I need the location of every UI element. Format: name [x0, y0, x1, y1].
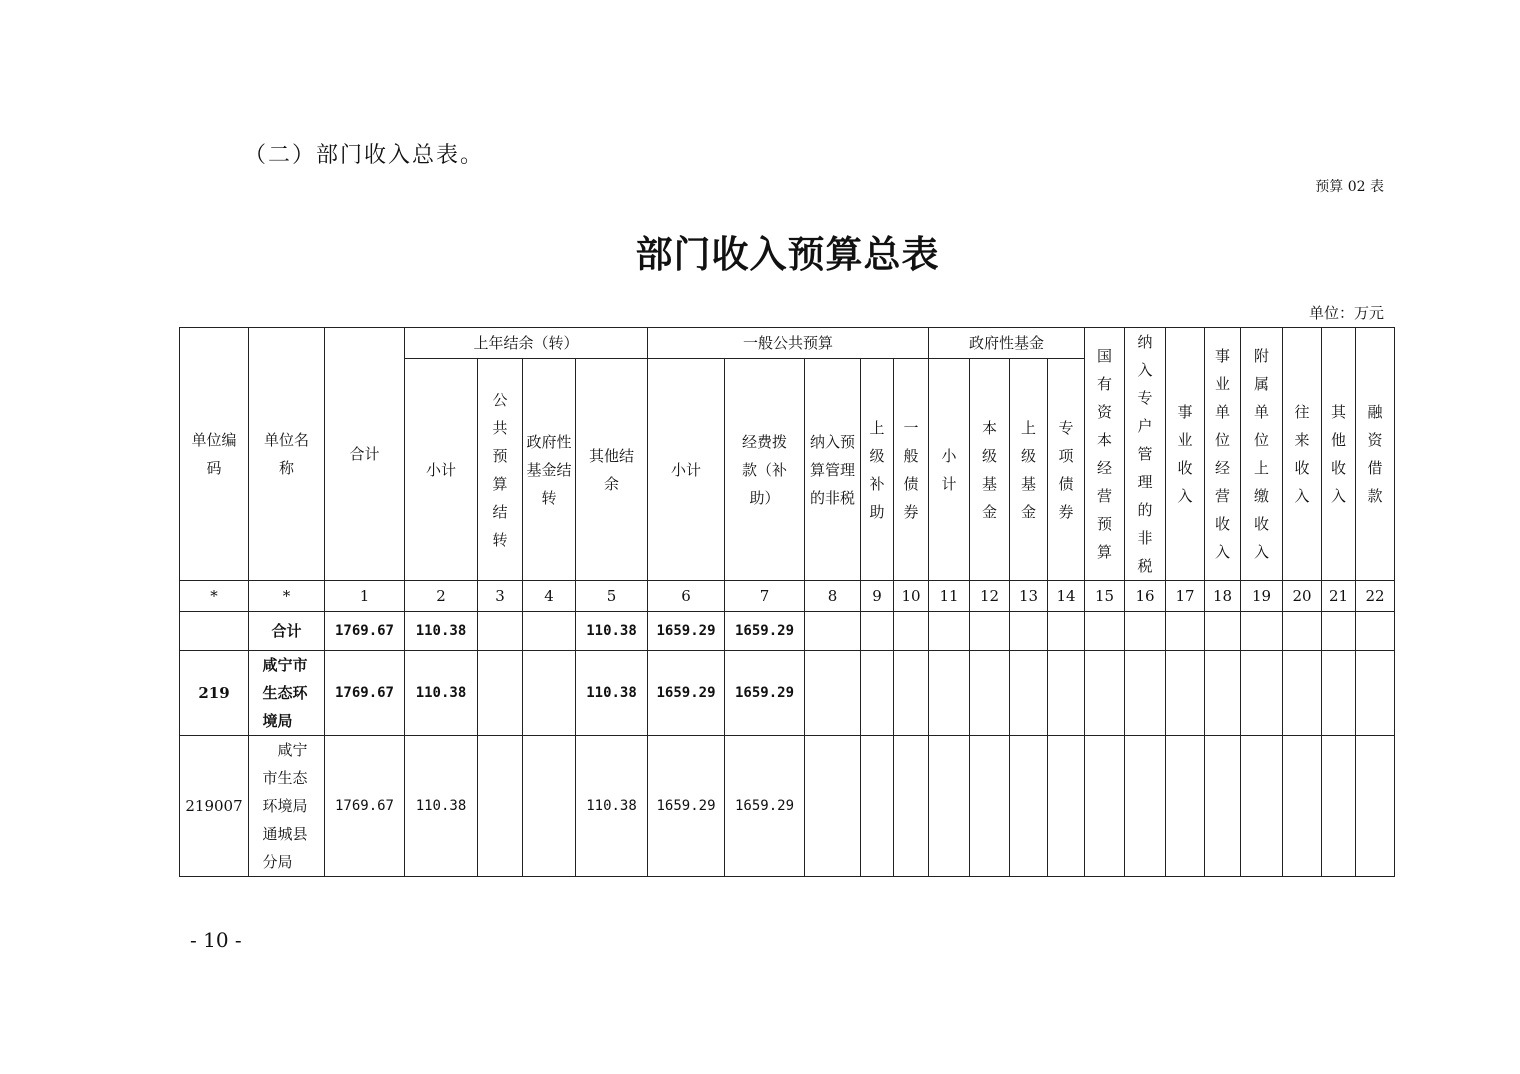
header-fund-bond: 专项债券: [1048, 359, 1085, 581]
cell-empty: [805, 651, 861, 736]
cell-empty: [1283, 736, 1322, 877]
header-group-govfund: 政府性基金: [929, 328, 1085, 359]
table-row-total: [180, 612, 1395, 651]
header-other-income: 其他收入: [1322, 328, 1356, 581]
cell-empty: [1085, 736, 1125, 877]
cell-name: 咸宁市生态环境局通城县分局: [249, 736, 325, 877]
header-general-nontax: 纳入预算管理的非税: [805, 359, 861, 581]
cell-empty: [1205, 736, 1241, 877]
cell-empty: [894, 736, 929, 877]
section-heading: （二）部门收入总表。: [244, 143, 485, 168]
cell-general-allocation: 1659.29: [725, 736, 805, 877]
cell-code: [180, 612, 249, 651]
index-cell: 10: [894, 581, 929, 612]
index-cell: *: [249, 581, 325, 612]
budget-table: [179, 327, 1395, 877]
cell-code: 219: [180, 651, 249, 736]
index-cell: 18: [1205, 581, 1241, 612]
index-cell: 21: [1322, 581, 1356, 612]
header-carry-subtotal: 小计: [405, 359, 478, 581]
table-row-subunit: [180, 736, 1395, 877]
cell-carry-other: 110.38: [576, 736, 648, 877]
cell-general-subtotal: 1659.29: [648, 736, 725, 877]
index-cell: 12: [970, 581, 1010, 612]
header-group-carryover: 上年结余（转）: [405, 328, 648, 359]
index-cell: 19: [1241, 581, 1283, 612]
cell-empty: [929, 736, 970, 877]
header-total: 合计: [325, 328, 405, 581]
page-number: - 10 -: [190, 928, 242, 952]
header-general-allocation: 经费拨款（补助）: [725, 359, 805, 581]
cell-empty: [1125, 736, 1166, 877]
cell-empty: [805, 736, 861, 877]
form-number: 预算 02 表: [1315, 179, 1384, 195]
cell-general-subtotal: 1659.29: [648, 612, 725, 651]
index-cell: 17: [1166, 581, 1205, 612]
cell-carry-subtotal: 110.38: [405, 651, 478, 736]
cell-general-subtotal: 1659.29: [648, 651, 725, 736]
header-fund-subtotal: 小计: [929, 359, 970, 581]
cell-carry-subtotal: 110.38: [405, 612, 478, 651]
cell-empty: [1205, 612, 1241, 651]
cell-empty: [1283, 612, 1322, 651]
cell-name: 合计: [249, 612, 325, 651]
header-fund-upper: 上级基金: [1010, 359, 1048, 581]
cell-empty: [1166, 651, 1205, 736]
index-cell: 8: [805, 581, 861, 612]
header-loans: 融资借款: [1356, 328, 1395, 581]
cell-empty: [478, 651, 523, 736]
header-general-upper-subsidy: 上级补助: [861, 359, 894, 581]
cell-empty: [1010, 651, 1048, 736]
header-general-bond: 一般债券: [894, 359, 929, 581]
cell-total: 1769.67: [325, 612, 405, 651]
cell-empty: [523, 736, 576, 877]
header-carry-public: 公共预算结转: [478, 359, 523, 581]
index-cell: 5: [576, 581, 648, 612]
cell-empty: [1322, 612, 1356, 651]
cell-empty: [1048, 612, 1085, 651]
index-cell: 16: [1125, 581, 1166, 612]
index-cell: 4: [523, 581, 576, 612]
cell-total: 1769.67: [325, 651, 405, 736]
index-cell: 11: [929, 581, 970, 612]
cell-empty: [1356, 736, 1395, 877]
index-cell: 9: [861, 581, 894, 612]
cell-empty: [1048, 736, 1085, 877]
cell-empty: [478, 612, 523, 651]
table-row-agency: [180, 651, 1395, 736]
cell-empty: [1241, 736, 1283, 877]
index-cell: 14: [1048, 581, 1085, 612]
header-business-ops: 事业单位经营收入: [1205, 328, 1241, 581]
cell-empty: [929, 612, 970, 651]
page-title: 部门收入预算总表: [635, 232, 940, 276]
header-fund-local: 本级基金: [970, 359, 1010, 581]
header-special-nontax: 纳入专户管理的非税: [1125, 328, 1166, 581]
header-transfers: 往来收入: [1283, 328, 1322, 581]
cell-empty: [1125, 651, 1166, 736]
index-row: [180, 581, 1395, 612]
index-cell: 2: [405, 581, 478, 612]
cell-empty: [1205, 651, 1241, 736]
cell-empty: [894, 651, 929, 736]
cell-code: 219007: [180, 736, 249, 877]
cell-empty: [1356, 612, 1395, 651]
cell-empty: [1322, 651, 1356, 736]
index-cell: 15: [1085, 581, 1125, 612]
header-general-subtotal: 小计: [648, 359, 725, 581]
cell-empty: [861, 651, 894, 736]
cell-carry-other: 110.38: [576, 612, 648, 651]
header-unit-code: 单位编码: [180, 328, 249, 581]
header-carry-other: 其他结余: [576, 359, 648, 581]
cell-empty: [523, 612, 576, 651]
cell-empty: [1322, 736, 1356, 877]
cell-empty: [970, 651, 1010, 736]
cell-empty: [1283, 651, 1322, 736]
cell-empty: [1356, 651, 1395, 736]
header-unit-name: 单位名称: [249, 328, 325, 581]
cell-carry-subtotal: 110.38: [405, 736, 478, 877]
cell-empty: [805, 612, 861, 651]
header-business-income: 事业收入: [1166, 328, 1205, 581]
cell-empty: [1010, 736, 1048, 877]
index-cell: 6: [648, 581, 725, 612]
header-affiliated: 附属单位上缴收入: [1241, 328, 1283, 581]
cell-empty: [1241, 651, 1283, 736]
cell-empty: [970, 612, 1010, 651]
cell-empty: [1048, 651, 1085, 736]
cell-empty: [1085, 651, 1125, 736]
cell-empty: [1166, 736, 1205, 877]
cell-total: 1769.67: [325, 736, 405, 877]
index-cell: 7: [725, 581, 805, 612]
cell-empty: [523, 651, 576, 736]
cell-empty: [1085, 612, 1125, 651]
cell-empty: [1166, 612, 1205, 651]
header-row-groups: [180, 328, 1395, 359]
index-cell: *: [180, 581, 249, 612]
cell-empty: [861, 612, 894, 651]
header-carry-govfund: 政府性基金结转: [523, 359, 576, 581]
unit-label: 单位：万元: [1308, 304, 1384, 322]
cell-general-allocation: 1659.29: [725, 651, 805, 736]
header-state-capital: 国有资本经营预算: [1085, 328, 1125, 581]
index-cell: 22: [1356, 581, 1395, 612]
index-cell: 13: [1010, 581, 1048, 612]
cell-name: 咸宁市生态环境局: [249, 651, 325, 736]
cell-empty: [1241, 612, 1283, 651]
cell-empty: [929, 651, 970, 736]
cell-empty: [861, 736, 894, 877]
index-cell: 20: [1283, 581, 1322, 612]
header-group-general: 一般公共预算: [648, 328, 929, 359]
cell-empty: [970, 736, 1010, 877]
index-cell: 3: [478, 581, 523, 612]
cell-carry-other: 110.38: [576, 651, 648, 736]
cell-general-allocation: 1659.29: [725, 612, 805, 651]
cell-empty: [1125, 612, 1166, 651]
cell-empty: [894, 612, 929, 651]
index-cell: 1: [325, 581, 405, 612]
cell-empty: [478, 736, 523, 877]
cell-empty: [1010, 612, 1048, 651]
